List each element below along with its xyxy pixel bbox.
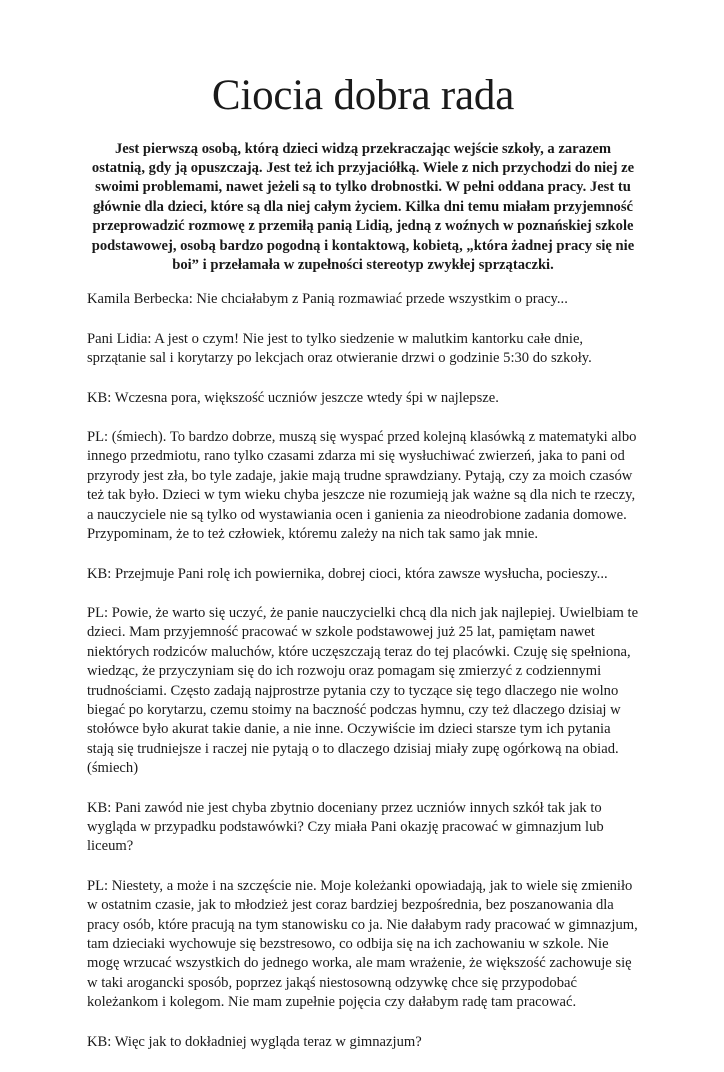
interview-paragraph: PL: Powie, że warto się uczyć, że panie nauczycielki chcą dla nich jak najlepiej. Uwielbiam te dzieci. Mam przyjemność pracować w szkole podstawowej już 25 lat, pamiętam nawet niektórych rodziców maluchów, które uczęszczają teraz do tej placówki. Czuję się spełniona, wiedząc, że przyczyniam się do ich rozwoju oraz pomagam się zmierzyć z codziennymi trudnościami. Często zadają najprostrze pytania czy to tyczące się tego dlaczego nie wolno biegać po korytarzu, czemu stoimy na baczność podczas hymnu, czy też dlaczego dzisiaj w stołówce było akurat takie danie, a nie inne. Oczywiście im dzieci starsze tym ich pytania stają się trudniejsze i raczej nie pytają o to dlaczego dzisiaj miały zupę ogórkową na obiad. (śmiech) (87, 604, 639, 777)
interview-paragraph: PL: (śmiech). To bardzo dobrze, muszą się wyspać przed kolejną klasówką z matematyki albo innego przedmiotu, rano tylko czasami zdarza mi się wysłuchiwać zwierzeń, jaka to pani od przyrody jest zła, bo tyle zadaje, jakie mają trudne sprawdziany. Pytają, czy za moich czasów też tak było. Dzieci w tym wieku chyba jeszcze nie rozumieją jak ważne są dla nich te rzeczy, a nauczyciele nie są tylko od wystawiania ocen i ganienia za nieodrobione zadania domowe. Przypominam, że to też człowiek, któremu zależy na nich tak samo jak mnie. (87, 429, 637, 543)
interview-paragraph: PL: Niestety, a może i na szczęście nie. Moje koleżanki opowiadają, jak to wiele się zmieniło w ostatnim czasie, jak to młodzież jest coraz bardziej bezpośrednia, bez poszanowania dla pracy osób, które pracują na tym stanowisku co ja. Nie dałabym rady pracować w gimnazjum, tam dzieciaki wychowuje się bezstresowo, co odbija się na ich zachowaniu w szkole. Nie mogę wrzucać wszystkich do jednego worka, ale mam wrażenie, że większość zachowuje się w taki arogancki sposób, poprzez jakąś niestosowną odzywkę chce się przypodobać koleżankom i kolegom. Nie mam zupełnie pojęcia czy dałabym radę tam pracować. (87, 877, 638, 1011)
interview-paragraph: Pani Lidia: A jest o czym! Nie jest to tylko siedzenie w malutkim kantorku całe dnie, sprzątanie sal i korytarzy po lekcjach oraz otwieranie drzwi o godzinie 5:30 do szkoły. (87, 330, 592, 367)
document-page (87, 70, 639, 1072)
article-title: Ciocia dobra rada (211, 72, 515, 119)
interview-paragraph: KB: Wczesna pora, większość uczniów jeszcze wtedy śpi w najlepsze. (87, 389, 499, 406)
interview-paragraph: KB: Pani zawód nie jest chyba zbytnio doceniany przez uczniów innych szkół tak jak to wygląda w przypadku podstawówki? Czy miała Pani okazję pracować w gimnazjum lub liceum? (87, 799, 604, 855)
interview-paragraph: KB: Więc jak to dokładniej wygląda teraz w gimnazjum? (87, 1033, 422, 1050)
interview-paragraph: Kamila Berbecka: Nie chciałabym z Panią rozmawiać przede wszystkim o pracy... (87, 291, 568, 308)
interview-paragraph: KB: Przejmuje Pani rolę ich powiernika, dobrej cioci, która zawsze wysłucha, pocieszy... (87, 565, 608, 582)
article-lead: Jest pierwszą osobą, którą dzieci widzą przekraczając wejście szkoły, a zarazem ostatnią, gdy ją opuszczają. Jest też ich przyjaciółką. Wiele z nich przychodzi do niej ze swoimi problemami, nawet jeżeli są to tylko drobnostki. W pełni oddana pracy. Jest tu głównie dla dzieci, które są dla niej całym życiem. Kilka dni temu miałam przyjemność przeprowadzić rozmowę z przemiłą panią Lidią, jedną z woźnych w poznańskiej szkole podstawowej, osobą bardzo pogodną i kontaktową, kobietą, „która żadnej pracy się nie boi” i przełamała w zupełności stereotyp zwykłej sprzątaczki. (91, 140, 635, 274)
